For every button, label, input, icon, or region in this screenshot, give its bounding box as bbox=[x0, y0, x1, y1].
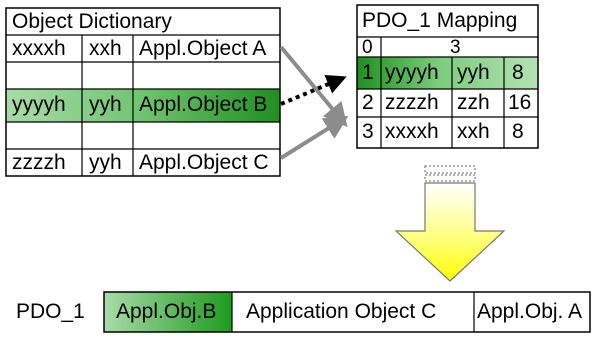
arrow-object-a-to-row-3 bbox=[281, 47, 345, 124]
down-arrow-icon bbox=[396, 166, 504, 281]
mapping-title: PDO_1 Mapping bbox=[362, 9, 518, 32]
dictionary-row-a-object: Appl.Object A bbox=[139, 37, 267, 60]
dictionary-row-a-index: xxxxh bbox=[12, 37, 66, 60]
dictionary-row-c-index: zzzzh bbox=[12, 151, 66, 174]
dictionary-row-c-sub: yyh bbox=[89, 151, 122, 174]
dictionary-title: Object Dictionary bbox=[12, 10, 172, 33]
mapping-row-1-n: 1 bbox=[362, 61, 374, 84]
dictionary-row-c-object: Appl.Object C bbox=[139, 151, 269, 174]
dictionary-row-b-sub: yyh bbox=[89, 93, 122, 116]
dictionary-row-b-object: Appl.Object B bbox=[139, 93, 268, 116]
mapping-row-1-index: yyyyh bbox=[385, 61, 439, 84]
pdo-label: PDO_1 bbox=[16, 300, 85, 323]
mapping-row-3-len: 8 bbox=[512, 120, 524, 143]
pdo-segment-c: Application Object C bbox=[246, 300, 437, 323]
pdo-segment-a: Appl.Obj. A bbox=[477, 300, 583, 323]
dictionary-row-a-sub: xxh bbox=[89, 37, 122, 60]
dictionary-row-b-index: yyyyh bbox=[12, 93, 66, 116]
mapping-row-1-len: 8 bbox=[512, 61, 524, 84]
mapping-row-2-index: zzzzh bbox=[385, 91, 439, 114]
mapping-row-2-sub: zzh bbox=[457, 91, 490, 114]
mapping-row-2-n: 2 bbox=[362, 91, 374, 114]
mapping-row-3-sub: xxh bbox=[457, 120, 490, 143]
mapping-header-count: 3 bbox=[450, 37, 461, 58]
mapping-row-3-n: 3 bbox=[362, 120, 374, 143]
mapping-row-3-index: xxxxh bbox=[385, 120, 439, 143]
arrow-object-c-to-row-2 bbox=[281, 118, 345, 158]
mapping-row-1-sub: yyh bbox=[457, 61, 490, 84]
mapping-header-sub: 0 bbox=[362, 37, 373, 58]
pdo-segment-b: Appl.Obj.B bbox=[116, 300, 217, 323]
mapping-row-2-len: 16 bbox=[508, 91, 532, 114]
